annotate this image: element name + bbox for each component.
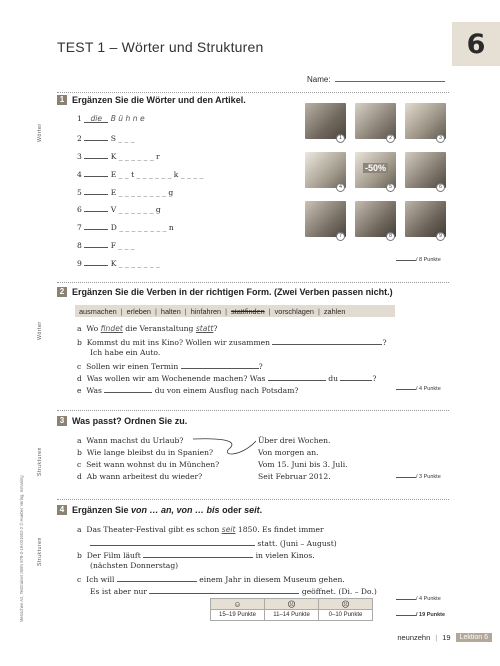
exercise-2-line-a bbox=[77, 324, 217, 333]
exercise-2-line-b bbox=[77, 336, 387, 347]
sentence-text: 1850. Es findet immer bbox=[237, 525, 324, 534]
exercise-4-line-b-cont bbox=[90, 561, 178, 570]
answer-blank[interactable] bbox=[104, 384, 152, 393]
photo-number: 3 bbox=[436, 134, 445, 143]
page-number: 19 bbox=[442, 633, 451, 642]
item-number: 4 bbox=[77, 170, 82, 179]
item-letter: c bbox=[77, 460, 82, 469]
section-heading-text: Ergänzen Sie die Wörter und den Artikel. bbox=[72, 95, 246, 105]
answer-blank[interactable] bbox=[340, 372, 372, 381]
item-letter: c bbox=[77, 362, 82, 371]
sentence-text: Wo bbox=[86, 324, 99, 333]
word-pattern: K _ _ _ _ _ _ _ bbox=[110, 259, 160, 268]
word-pattern: D _ _ _ _ _ _ _ _ n bbox=[110, 223, 174, 232]
verb-word-box: ausmachen | erleben | halten | hinfahren | stattfinden | vorschlagen | zahlen bbox=[75, 305, 395, 317]
item-letter: c bbox=[77, 575, 82, 584]
word-item-7 bbox=[77, 221, 174, 232]
sentence-text: ? bbox=[372, 374, 377, 383]
photo-number: 2 bbox=[386, 134, 395, 143]
article-blank[interactable] bbox=[84, 168, 108, 177]
item-letter: e bbox=[77, 386, 82, 395]
sentence-text: Der Film läuft bbox=[86, 551, 141, 560]
exercise-4-line-a-cont bbox=[90, 537, 337, 548]
verb-option: ausmachen bbox=[79, 306, 117, 316]
side-label-strukturen: Strukturen bbox=[37, 447, 43, 476]
score-label: / 8 Punkte bbox=[416, 257, 441, 263]
sentence-text: Ich habe ein Auto. bbox=[90, 348, 161, 357]
answer-blank[interactable] bbox=[117, 573, 197, 582]
exercise-2-line-c bbox=[77, 360, 263, 371]
page-footer: neunzehn | 19 Lektion 6 bbox=[397, 633, 492, 642]
score-blank[interactable] bbox=[396, 389, 416, 390]
answer-blank[interactable] bbox=[268, 372, 326, 381]
word-item-9 bbox=[77, 257, 160, 268]
article-blank[interactable]: die bbox=[84, 114, 108, 123]
matching-line bbox=[190, 432, 260, 472]
photo-number: 5 bbox=[386, 183, 395, 192]
section-number: 1 bbox=[57, 95, 67, 105]
word-pattern: E _ _ t _ _ _ _ _ _ k _ _ _ _ bbox=[110, 170, 204, 179]
section-heading-text: Ergänzen Sie bbox=[72, 505, 129, 515]
section-4-heading: 4 Ergänzen Sie von … an, von … bis oder seit . bbox=[57, 505, 262, 515]
score-section-4 bbox=[396, 596, 441, 602]
answer-blank[interactable] bbox=[90, 537, 255, 546]
section-1-heading bbox=[57, 95, 246, 105]
question-a bbox=[77, 436, 183, 445]
question-text[interactable]: Wann machst du Urlaub? bbox=[86, 436, 184, 445]
article-blank[interactable] bbox=[84, 257, 108, 266]
answer-option[interactable]: Über drei Wochen. bbox=[258, 436, 331, 445]
side-label-woerter-2: Wörter bbox=[37, 321, 43, 340]
answer-blank[interactable] bbox=[181, 360, 259, 369]
exercise-4-line-a bbox=[77, 525, 324, 534]
word-item-6 bbox=[77, 203, 161, 214]
section-number: 2 bbox=[57, 287, 67, 297]
word-pattern: K _ _ _ _ _ _ r bbox=[110, 152, 160, 161]
section-heading-text: Ergänzen Sie die Verben in der richtigen Form. (Zwei Verben passen nicht.) bbox=[72, 287, 393, 297]
score-blank[interactable] bbox=[396, 260, 416, 261]
section-divider bbox=[57, 282, 449, 283]
item-number: 3 bbox=[77, 152, 82, 161]
question-text[interactable]: Wie lange bleibst du in Spanien? bbox=[86, 448, 214, 457]
name-field bbox=[307, 73, 445, 84]
rating-range: 0–10 Punkte bbox=[319, 610, 373, 621]
discount-sign: -50% bbox=[365, 163, 387, 173]
item-letter: b bbox=[77, 338, 82, 347]
question-d bbox=[77, 472, 202, 481]
article-blank[interactable] bbox=[84, 203, 108, 212]
total-score bbox=[396, 612, 445, 618]
word-pattern: V _ _ _ _ _ _ g bbox=[110, 205, 161, 214]
question-text[interactable]: Seit wann wohnst du in München? bbox=[86, 460, 220, 469]
sentence-text: Was bbox=[86, 386, 102, 395]
score-label: / 4 Punkte bbox=[416, 386, 441, 392]
page-title: TEST 1 – Wörter und Strukturen bbox=[57, 39, 264, 55]
answer-option[interactable]: Von morgen an. bbox=[258, 448, 319, 457]
item-number: 5 bbox=[77, 188, 82, 197]
sentence-text: du von einem Ausflug nach Potsdam? bbox=[154, 386, 299, 395]
section-number: 3 bbox=[57, 416, 67, 426]
verb-option: hinfahren bbox=[190, 306, 222, 316]
photo-number: 1 bbox=[336, 134, 345, 143]
exercise-2-line-d bbox=[77, 372, 377, 383]
verb-option-used: stattfinden bbox=[231, 306, 265, 316]
word-pattern: S _ _ _ bbox=[110, 134, 135, 143]
word-item-2 bbox=[77, 132, 135, 143]
score-blank[interactable] bbox=[396, 615, 416, 616]
article-blank[interactable] bbox=[84, 186, 108, 195]
side-label-strukturen-2: Strukturen bbox=[37, 537, 43, 566]
sentence-text: Ich will bbox=[86, 575, 115, 584]
photo-number: 4 bbox=[336, 183, 345, 192]
question-text[interactable]: Ab wann arbeitest du wieder? bbox=[86, 472, 203, 481]
sentence-text: ? bbox=[258, 362, 263, 371]
answer-blank[interactable] bbox=[149, 585, 299, 594]
answer-option[interactable]: Seit Februar 2012. bbox=[258, 472, 331, 481]
item-number: 2 bbox=[77, 134, 82, 143]
sentence-text: Sollen wir einen Termin bbox=[86, 362, 179, 371]
rating-range: 15–19 Punkte bbox=[211, 610, 265, 621]
score-blank[interactable] bbox=[396, 599, 416, 600]
exercise-4-line-c bbox=[77, 573, 345, 584]
exercise-4-line-b bbox=[77, 549, 315, 560]
verb-option: vorschlagen bbox=[274, 306, 314, 316]
sentence-text: du bbox=[328, 374, 338, 383]
section-number: 4 bbox=[57, 505, 67, 515]
item-letter: b bbox=[77, 448, 82, 457]
section-divider bbox=[57, 92, 449, 93]
answer-blank[interactable] bbox=[272, 336, 382, 345]
item-number: 8 bbox=[77, 241, 82, 250]
sentence-text: statt. (Juni – August) bbox=[257, 539, 337, 548]
score-label: / 4 Punkte bbox=[416, 596, 441, 602]
handwritten-answer: findet bbox=[100, 324, 123, 333]
exercise-4-line-c-cont bbox=[90, 585, 377, 596]
photo-number: 9 bbox=[436, 232, 445, 241]
word-item-1 bbox=[77, 114, 145, 123]
item-number: 1 bbox=[77, 114, 82, 123]
sad-face-icon: ☹ bbox=[319, 599, 373, 610]
lesson-badge: Lektion 6 bbox=[456, 633, 492, 642]
article-blank[interactable] bbox=[84, 150, 108, 159]
handwritten-answer: statt bbox=[195, 324, 214, 333]
section-heading-text: Was passt? Ordnen Sie zu. bbox=[72, 416, 188, 426]
article-blank[interactable] bbox=[84, 221, 108, 230]
item-number: 6 bbox=[77, 205, 82, 214]
item-number: 9 bbox=[77, 259, 82, 268]
word-pattern: E _ _ _ _ _ _ _ _ g bbox=[110, 188, 174, 197]
rating-table bbox=[210, 598, 373, 621]
item-letter: a bbox=[77, 324, 82, 333]
item-letter: d bbox=[77, 472, 82, 481]
exercise-2-line-e bbox=[77, 384, 298, 395]
sentence-text: ? bbox=[382, 338, 387, 347]
score-blank[interactable] bbox=[396, 477, 416, 478]
photo-number: 8 bbox=[386, 232, 395, 241]
exercise-2-line-b-cont bbox=[90, 348, 160, 357]
score-label: / 3 Punkte bbox=[416, 474, 441, 480]
sentence-text: Kommst du mit ins Kino? Wollen wir zusammen bbox=[86, 338, 271, 347]
sentence-text: Es ist aber nur bbox=[90, 587, 147, 596]
sentence-text: Was wollen wir am Wochenende machen? Was bbox=[86, 374, 266, 383]
section-heading-emphasis: seit bbox=[244, 505, 260, 515]
word-item-3 bbox=[77, 150, 160, 161]
article-blank[interactable] bbox=[84, 132, 108, 141]
word-item-8 bbox=[77, 239, 135, 250]
word-item-4 bbox=[77, 168, 203, 179]
answer-blank[interactable] bbox=[143, 549, 253, 558]
sentence-text: einem Jahr in diesem Museum gehen. bbox=[199, 575, 345, 584]
photo-number: 7 bbox=[336, 232, 345, 241]
item-letter: d bbox=[77, 374, 82, 383]
item-letter: a bbox=[77, 436, 82, 445]
happy-face-icon: ☺ bbox=[211, 599, 265, 610]
neutral-face-icon: ☹ bbox=[265, 599, 319, 610]
item-number: 7 bbox=[77, 223, 82, 232]
verb-option: halten bbox=[160, 306, 181, 316]
sentence-text: Das Theater-Festival gibt es schon bbox=[86, 525, 220, 534]
section-3-heading bbox=[57, 416, 187, 426]
word-pattern: B ü h n e bbox=[110, 114, 145, 123]
name-label: Name: bbox=[307, 75, 331, 84]
sentence-text: die Veranstaltung bbox=[125, 324, 194, 333]
score-label: / 19 Punkte bbox=[416, 612, 446, 618]
copyright-notice: Menschen A2, Testtrainer ISBN 978-3-19-001902-2 © Hueber Verlag, Ismaning bbox=[19, 475, 24, 622]
verb-option: erleben bbox=[126, 306, 151, 316]
section-heading-emphasis: von … an, von … bis bbox=[131, 505, 220, 515]
word-item-5 bbox=[77, 186, 173, 197]
rating-range: 11–14 Punkte bbox=[265, 610, 319, 621]
chapter-number-tab: 6 bbox=[452, 22, 500, 66]
verb-option: zahlen bbox=[323, 306, 346, 316]
answer-option[interactable]: Vom 15. Juni bis 3. Juli. bbox=[258, 460, 348, 469]
side-label-woerter: Wörter bbox=[37, 123, 43, 142]
section-divider bbox=[57, 499, 449, 500]
sentence-text: in vielen Kinos. bbox=[255, 551, 315, 560]
section-divider bbox=[57, 410, 449, 411]
score-section-1 bbox=[396, 257, 441, 263]
article-blank[interactable] bbox=[84, 239, 108, 248]
score-section-3 bbox=[396, 474, 441, 480]
section-2-heading bbox=[57, 287, 393, 297]
handwritten-answer: seit bbox=[221, 525, 236, 534]
page-number-word: neunzehn bbox=[397, 633, 431, 642]
score-section-2 bbox=[396, 386, 441, 392]
item-letter: b bbox=[77, 551, 82, 560]
section-heading-text: oder bbox=[222, 505, 242, 515]
name-input-line[interactable] bbox=[335, 73, 445, 82]
sentence-text: ? bbox=[213, 324, 218, 333]
photo-number: 6 bbox=[436, 183, 445, 192]
word-pattern: F _ _ _ bbox=[110, 241, 135, 250]
sentence-text: geöffnet. (Di. – Do.) bbox=[301, 587, 377, 596]
sentence-text: (nächsten Donnerstag) bbox=[90, 561, 179, 570]
item-letter: a bbox=[77, 525, 82, 534]
